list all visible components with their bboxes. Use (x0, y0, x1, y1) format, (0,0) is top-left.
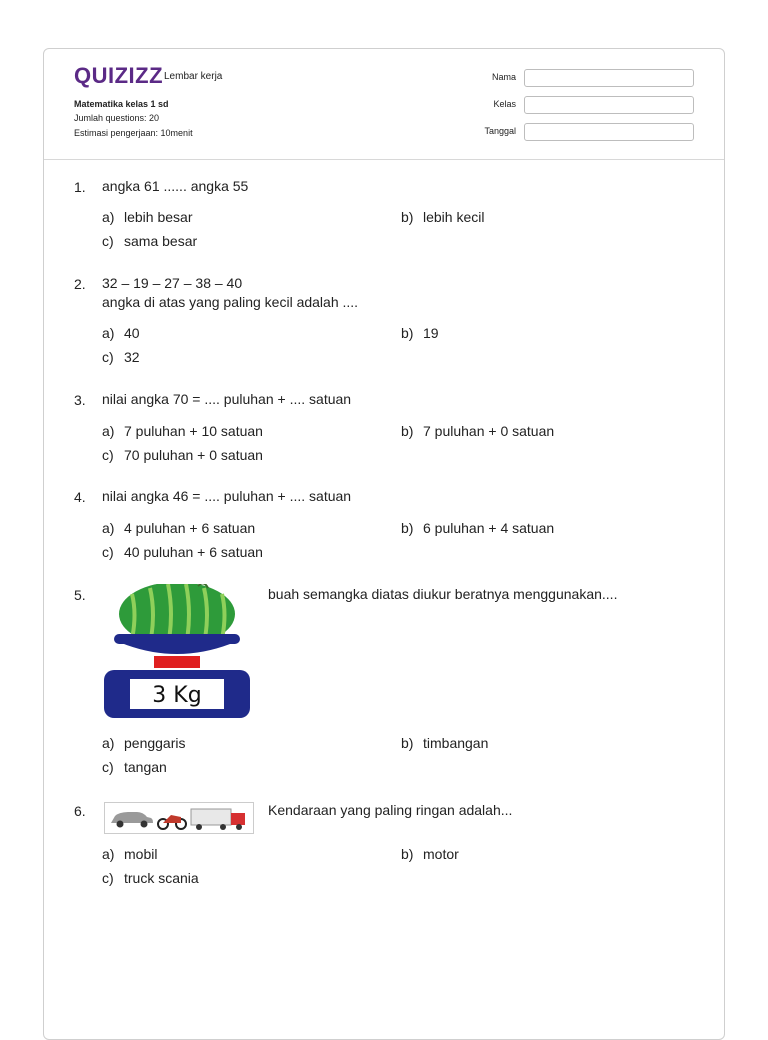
option-4c[interactable]: c) 40 puluhan + 6 satuan (102, 544, 263, 560)
option-5a[interactable]: a) penggaris (102, 735, 186, 751)
worksheet-page (43, 48, 725, 1040)
question-6-number: 6. (74, 803, 86, 819)
option-4a[interactable]: a) 4 puluhan + 6 satuan (102, 520, 256, 536)
question-5-text: buah semangka diatas diukur beratnya menggunakan.... (268, 586, 618, 602)
question-1-number: 1. (74, 179, 86, 195)
option-6b[interactable]: b) motor (401, 846, 459, 862)
option-1b[interactable]: b) lebih kecil (401, 209, 485, 225)
worksheet-subtitle: Lembar kerja (164, 71, 223, 82)
name-label: Nama (491, 72, 516, 82)
option-2a[interactable]: a) 40 (102, 325, 140, 341)
truck-icon (191, 809, 245, 830)
option-1a[interactable]: a) lebih besar (102, 209, 193, 225)
worksheet-header (44, 49, 724, 160)
option-3c[interactable]: c) 70 puluhan + 0 satuan (102, 447, 263, 463)
date-label: Tanggal (484, 126, 516, 136)
worksheet-title: Matematika kelas 1 sd (74, 99, 169, 109)
time-estimate: Estimasi pengerjaan: 10menit (74, 128, 193, 138)
question-3-text: nilai angka 70 = .... puluhan + .... satuan (102, 391, 352, 407)
name-field[interactable] (524, 69, 694, 87)
question-5-number: 5. (74, 587, 86, 603)
question-3-number: 3. (74, 392, 86, 408)
vehicles-image (104, 802, 254, 834)
question-2-text-line2: angka di atas yang paling kecil adalah .... (102, 294, 359, 310)
date-field[interactable] (524, 123, 694, 141)
option-6c[interactable]: c) truck scania (102, 870, 199, 886)
class-field[interactable] (524, 96, 694, 114)
question-6-text: Kendaraan yang paling ringan adalah... (268, 802, 513, 818)
quizizz-logo: QUIZIZZ (74, 63, 164, 88)
option-3b[interactable]: b) 7 puluhan + 0 satuan (401, 423, 555, 439)
class-label: Kelas (493, 99, 516, 109)
option-3a[interactable]: a) 7 puluhan + 10 satuan (102, 423, 263, 439)
option-2b[interactable]: b) 19 (401, 325, 439, 341)
scale-readout: 3 Kg (152, 683, 202, 708)
question-2-text: 32 – 19 – 27 – 38 – 40 (102, 275, 243, 291)
option-1c[interactable]: c) sama besar (102, 233, 198, 249)
option-4b[interactable]: b) 6 puluhan + 4 satuan (401, 520, 555, 536)
watermelon-scale-image (102, 584, 252, 722)
question-1-text: angka 61 ...... angka 55 (102, 178, 249, 194)
option-6a[interactable]: a) mobil (102, 846, 158, 862)
question-2-number: 2. (74, 276, 86, 292)
car-icon (111, 812, 153, 828)
question-count: Jumlah questions: 20 (74, 113, 160, 123)
option-5b[interactable]: b) timbangan (401, 735, 489, 751)
question-4-text: nilai angka 46 = .... puluhan + .... satuan (102, 488, 352, 504)
motorcycle-icon (158, 815, 186, 829)
option-5c[interactable]: c) tangan (102, 759, 167, 775)
option-2c[interactable]: c) 32 (102, 349, 140, 365)
question-4-number: 4. (74, 489, 86, 505)
